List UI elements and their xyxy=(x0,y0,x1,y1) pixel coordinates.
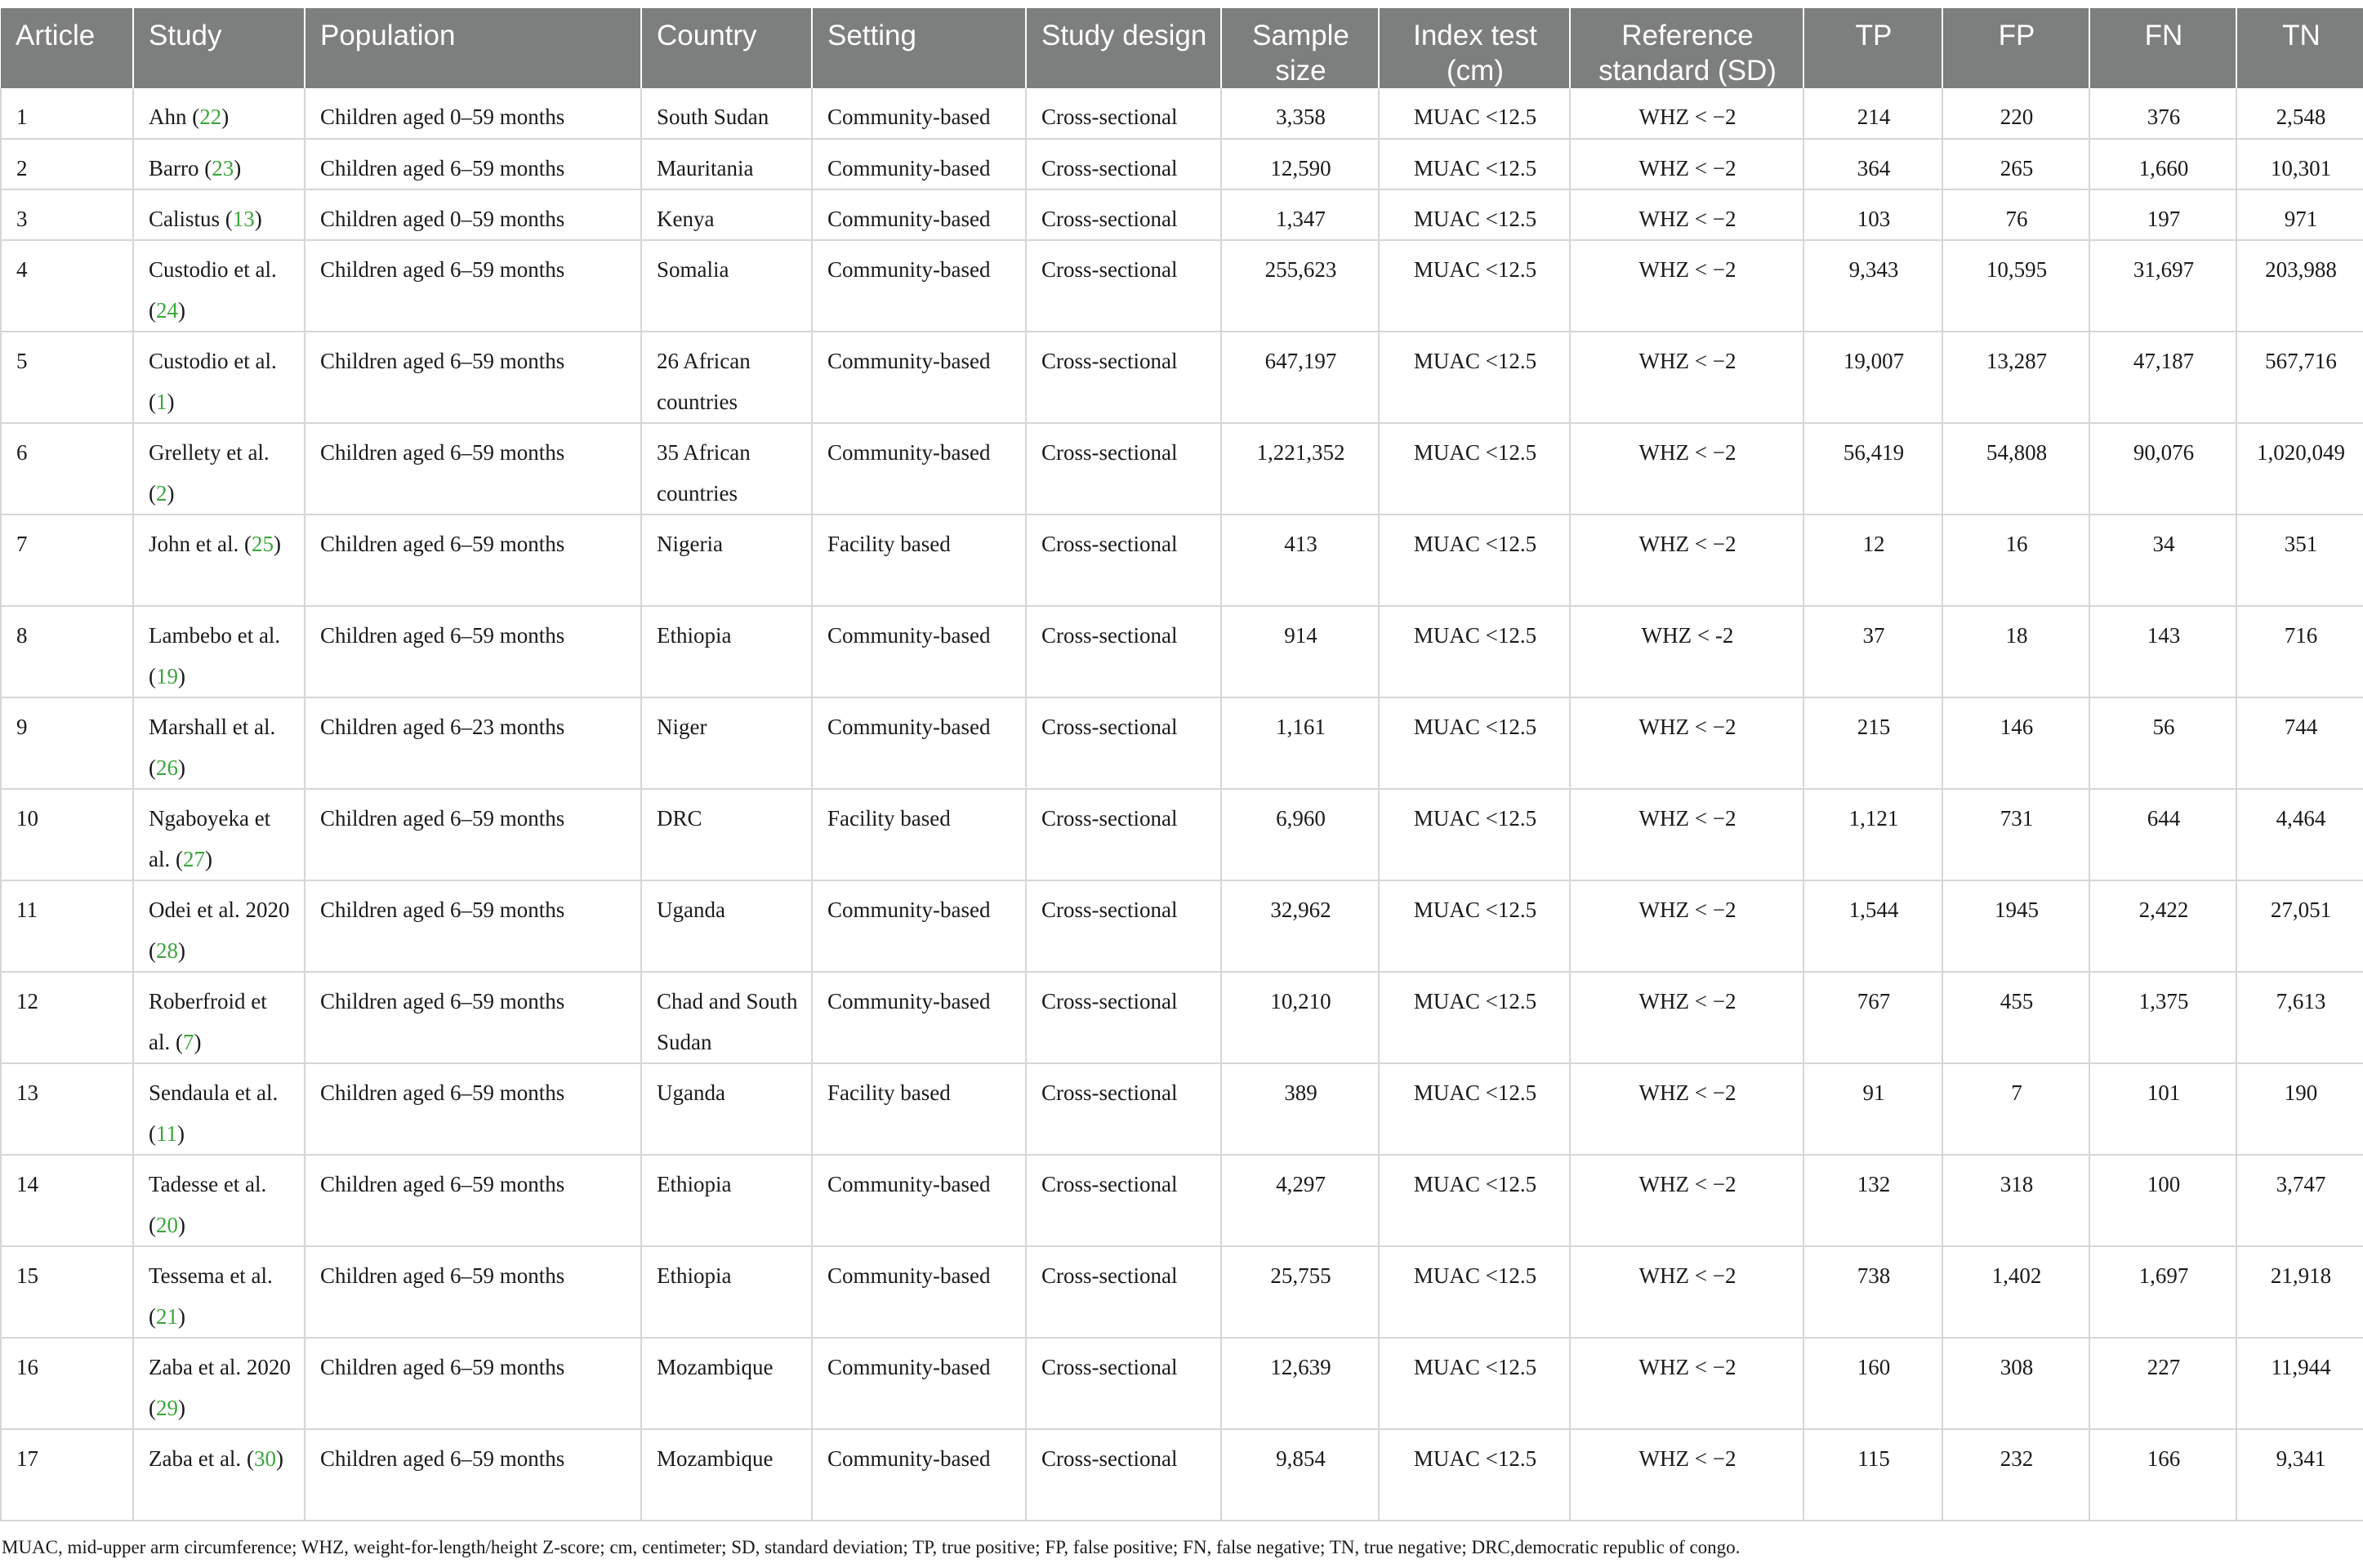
cell-tp: 37 xyxy=(1803,606,1942,697)
cell-fp: 10,595 xyxy=(1942,240,2089,332)
cell-tp: 1,121 xyxy=(1803,789,1942,880)
cell-study: Zaba et al. 2020 (29) xyxy=(133,1338,305,1429)
cell-index-test: MUAC <12.5 xyxy=(1379,514,1570,606)
cell-setting: Facility based xyxy=(812,789,1026,880)
cell-study: Odei et al. 2020 (28) xyxy=(133,880,305,972)
cell-fn: 56 xyxy=(2089,697,2236,789)
cell-fn: 1,697 xyxy=(2089,1246,2236,1338)
reference-link[interactable]: 11 xyxy=(156,1121,177,1146)
cell-study-design: Cross-sectional xyxy=(1026,88,1221,139)
cell-sample-size: 647,197 xyxy=(1221,332,1379,423)
cell-sample-size: 389 xyxy=(1221,1063,1379,1155)
cell-fp: 318 xyxy=(1942,1155,2089,1246)
cell-index-test: MUAC <12.5 xyxy=(1379,789,1570,880)
cell-tp: 364 xyxy=(1803,139,1942,189)
cell-country: Somalia xyxy=(641,240,812,332)
cell-fn: 100 xyxy=(2089,1155,2236,1246)
cell-article: 12 xyxy=(1,972,133,1063)
cell-study: Grellety et al. (2) xyxy=(133,423,305,514)
table-row xyxy=(1,332,2363,423)
header-article: Article xyxy=(1,8,133,88)
cell-tp: 19,007 xyxy=(1803,332,1942,423)
cell-tp: 91 xyxy=(1803,1063,1942,1155)
cell-country: Ethiopia xyxy=(641,606,812,697)
cell-study: Ahn (22) xyxy=(133,88,305,139)
cell-study: Calistus (13) xyxy=(133,189,305,240)
cell-sample-size: 255,623 xyxy=(1221,240,1379,332)
cell-reference-standard: WHZ < −2 xyxy=(1570,189,1803,240)
cell-population: Children aged 6–59 months xyxy=(305,606,641,697)
cell-fp: 265 xyxy=(1942,139,2089,189)
cell-reference-standard: WHZ < −2 xyxy=(1570,332,1803,423)
cell-fn: 197 xyxy=(2089,189,2236,240)
cell-sample-size: 914 xyxy=(1221,606,1379,697)
header-setting: Setting xyxy=(812,8,1026,88)
cell-study-design: Cross-sectional xyxy=(1026,789,1221,880)
cell-country: Kenya xyxy=(641,189,812,240)
cell-study-design: Cross-sectional xyxy=(1026,1338,1221,1429)
study-author: Zaba et al. xyxy=(149,1446,242,1471)
reference-link[interactable]: 23 xyxy=(212,156,234,180)
cell-fn: 143 xyxy=(2089,606,2236,697)
cell-country: Mauritania xyxy=(641,139,812,189)
cell-setting: Community-based xyxy=(812,139,1026,189)
cell-article: 8 xyxy=(1,606,133,697)
cell-tp: 767 xyxy=(1803,972,1942,1063)
study-author: Custodio et al. xyxy=(149,257,277,282)
cell-fp: 16 xyxy=(1942,514,2089,606)
cell-index-test: MUAC <12.5 xyxy=(1379,1338,1570,1429)
cell-study-design: Cross-sectional xyxy=(1026,606,1221,697)
cell-index-test: MUAC <12.5 xyxy=(1379,1246,1570,1338)
study-table xyxy=(0,8,2363,1521)
cell-article: 5 xyxy=(1,332,133,423)
cell-reference-standard: WHZ < −2 xyxy=(1570,88,1803,139)
reference-link[interactable]: 29 xyxy=(156,1396,178,1420)
cell-reference-standard: WHZ < −2 xyxy=(1570,972,1803,1063)
cell-setting: Community-based xyxy=(812,240,1026,332)
cell-reference-standard: WHZ < −2 xyxy=(1570,789,1803,880)
header-row xyxy=(1,8,2363,88)
cell-fn: 166 xyxy=(2089,1429,2236,1521)
reference-link[interactable]: 13 xyxy=(232,207,255,231)
cell-country: Uganda xyxy=(641,880,812,972)
cell-sample-size: 1,347 xyxy=(1221,189,1379,240)
cell-fp: 146 xyxy=(1942,697,2089,789)
cell-study: Ngaboyeka et al. (27) xyxy=(133,789,305,880)
cell-fn: 34 xyxy=(2089,514,2236,606)
cell-index-test: MUAC <12.5 xyxy=(1379,880,1570,972)
header-country: Country xyxy=(641,8,812,88)
cell-study: Custodio et al. (24) xyxy=(133,240,305,332)
table-row xyxy=(1,514,2363,606)
cell-country: Ethiopia xyxy=(641,1246,812,1338)
cell-tp: 9,343 xyxy=(1803,240,1942,332)
cell-country: Ethiopia xyxy=(641,1155,812,1246)
cell-tn: 2,548 xyxy=(2236,88,2363,139)
cell-sample-size: 6,960 xyxy=(1221,789,1379,880)
cell-fn: 227 xyxy=(2089,1338,2236,1429)
cell-tp: 215 xyxy=(1803,697,1942,789)
study-author: Lambebo et al. xyxy=(149,623,281,648)
cell-study: Zaba et al. (30) xyxy=(133,1429,305,1521)
cell-fp: 232 xyxy=(1942,1429,2089,1521)
cell-index-test: MUAC <12.5 xyxy=(1379,1429,1570,1521)
cell-country: Uganda xyxy=(641,1063,812,1155)
cell-index-test: MUAC <12.5 xyxy=(1379,697,1570,789)
cell-fp: 54,808 xyxy=(1942,423,2089,514)
cell-reference-standard: WHZ < −2 xyxy=(1570,240,1803,332)
cell-article: 4 xyxy=(1,240,133,332)
cell-tp: 12 xyxy=(1803,514,1942,606)
cell-tp: 56,419 xyxy=(1803,423,1942,514)
cell-setting: Community-based xyxy=(812,423,1026,514)
cell-fn: 90,076 xyxy=(2089,423,2236,514)
cell-fp: 455 xyxy=(1942,972,2089,1063)
cell-fp: 76 xyxy=(1942,189,2089,240)
cell-index-test: MUAC <12.5 xyxy=(1379,189,1570,240)
cell-setting: Community-based xyxy=(812,606,1026,697)
cell-country: Mozambique xyxy=(641,1429,812,1521)
table-row xyxy=(1,789,2363,880)
header-index-test: Index test (cm) xyxy=(1379,8,1570,88)
cell-setting: Facility based xyxy=(812,514,1026,606)
header-tn: TN xyxy=(2236,8,2363,88)
cell-index-test: MUAC <12.5 xyxy=(1379,972,1570,1063)
cell-tn: 4,464 xyxy=(2236,789,2363,880)
cell-reference-standard: WHZ < −2 xyxy=(1570,1246,1803,1338)
cell-reference-standard: WHZ < -2 xyxy=(1570,606,1803,697)
cell-country: Nigeria xyxy=(641,514,812,606)
study-author: Odei et al. 2020 xyxy=(149,898,290,922)
cell-study: Custodio et al. (1) xyxy=(133,332,305,423)
cell-article: 15 xyxy=(1,1246,133,1338)
reference-link[interactable]: 1 xyxy=(156,390,167,414)
cell-article: 1 xyxy=(1,88,133,139)
cell-article: 16 xyxy=(1,1338,133,1429)
cell-article: 2 xyxy=(1,139,133,189)
cell-setting: Community-based xyxy=(812,1429,1026,1521)
header-fp: FP xyxy=(1942,8,2089,88)
reference-link[interactable]: 25 xyxy=(251,532,274,556)
cell-study: John et al. (25) xyxy=(133,514,305,606)
study-author: Zaba et al. 2020 xyxy=(149,1355,291,1379)
cell-population: Children aged 6–59 months xyxy=(305,139,641,189)
cell-fn: 31,697 xyxy=(2089,240,2236,332)
cell-index-test: MUAC <12.5 xyxy=(1379,1063,1570,1155)
cell-article: 13 xyxy=(1,1063,133,1155)
cell-setting: Community-based xyxy=(812,189,1026,240)
cell-population: Children aged 6–59 months xyxy=(305,1155,641,1246)
cell-study-design: Cross-sectional xyxy=(1026,697,1221,789)
study-author: Barro xyxy=(149,156,199,180)
cell-tn: 971 xyxy=(2236,189,2363,240)
cell-tn: 3,747 xyxy=(2236,1155,2363,1246)
cell-study-design: Cross-sectional xyxy=(1026,423,1221,514)
cell-index-test: MUAC <12.5 xyxy=(1379,139,1570,189)
cell-tn: 716 xyxy=(2236,606,2363,697)
reference-link[interactable]: 30 xyxy=(253,1446,276,1471)
header-sample-size: Sample size xyxy=(1221,8,1379,88)
cell-country: 35 African countries xyxy=(641,423,812,514)
cell-fp: 308 xyxy=(1942,1338,2089,1429)
cell-reference-standard: WHZ < −2 xyxy=(1570,1338,1803,1429)
table-row xyxy=(1,1429,2363,1521)
cell-setting: Community-based xyxy=(812,1155,1026,1246)
reference-link[interactable]: 27 xyxy=(183,847,205,871)
cell-population: Children aged 6–59 months xyxy=(305,1429,641,1521)
table-row xyxy=(1,972,2363,1063)
header-fn: FN xyxy=(2089,8,2236,88)
cell-article: 11 xyxy=(1,880,133,972)
cell-population: Children aged 0–59 months xyxy=(305,189,641,240)
cell-fn: 2,422 xyxy=(2089,880,2236,972)
cell-index-test: MUAC <12.5 xyxy=(1379,1155,1570,1246)
cell-tn: 11,944 xyxy=(2236,1338,2363,1429)
table-row xyxy=(1,880,2363,972)
cell-tn: 351 xyxy=(2236,514,2363,606)
cell-index-test: MUAC <12.5 xyxy=(1379,606,1570,697)
cell-setting: Community-based xyxy=(812,332,1026,423)
cell-population: Children aged 6–59 months xyxy=(305,1246,641,1338)
cell-tn: 1,020,049 xyxy=(2236,423,2363,514)
study-author: Custodio et al. xyxy=(149,349,277,373)
reference-link[interactable]: 7 xyxy=(183,1030,194,1054)
cell-tn: 203,988 xyxy=(2236,240,2363,332)
cell-study-design: Cross-sectional xyxy=(1026,240,1221,332)
cell-reference-standard: WHZ < −2 xyxy=(1570,1155,1803,1246)
cell-article: 3 xyxy=(1,189,133,240)
cell-tp: 132 xyxy=(1803,1155,1942,1246)
cell-study: Sendaula et al. (11) xyxy=(133,1063,305,1155)
cell-study: Tessema et al. (21) xyxy=(133,1246,305,1338)
cell-tp: 115 xyxy=(1803,1429,1942,1521)
cell-country: 26 African countries xyxy=(641,332,812,423)
cell-fn: 47,187 xyxy=(2089,332,2236,423)
study-author: Tessema et al. xyxy=(149,1263,273,1288)
reference-link[interactable]: 20 xyxy=(156,1213,178,1237)
cell-study-design: Cross-sectional xyxy=(1026,972,1221,1063)
header-tp: TP xyxy=(1803,8,1942,88)
cell-study-design: Cross-sectional xyxy=(1026,1246,1221,1338)
cell-sample-size: 3,358 xyxy=(1221,88,1379,139)
cell-article: 9 xyxy=(1,697,133,789)
cell-tn: 21,918 xyxy=(2236,1246,2363,1338)
cell-study: Barro (23) xyxy=(133,139,305,189)
cell-study-design: Cross-sectional xyxy=(1026,189,1221,240)
cell-setting: Community-based xyxy=(812,88,1026,139)
cell-tn: 27,051 xyxy=(2236,880,2363,972)
cell-tp: 1,544 xyxy=(1803,880,1942,972)
table-row xyxy=(1,697,2363,789)
table-row xyxy=(1,1155,2363,1246)
cell-sample-size: 1,221,352 xyxy=(1221,423,1379,514)
cell-tn: 190 xyxy=(2236,1063,2363,1155)
cell-sample-size: 25,755 xyxy=(1221,1246,1379,1338)
cell-tn: 567,716 xyxy=(2236,332,2363,423)
cell-study: Roberfroid et al. (7) xyxy=(133,972,305,1063)
cell-country: Chad and South Sudan xyxy=(641,972,812,1063)
cell-reference-standard: WHZ < −2 xyxy=(1570,1063,1803,1155)
cell-setting: Community-based xyxy=(812,1338,1026,1429)
reference-link[interactable]: 22 xyxy=(199,105,222,129)
cell-study-design: Cross-sectional xyxy=(1026,514,1221,606)
cell-study: Tadesse et al. (20) xyxy=(133,1155,305,1246)
cell-reference-standard: WHZ < −2 xyxy=(1570,514,1803,606)
study-author: Ahn xyxy=(149,105,187,129)
cell-country: South Sudan xyxy=(641,88,812,139)
table-row xyxy=(1,240,2363,332)
cell-article: 6 xyxy=(1,423,133,514)
cell-fp: 1,402 xyxy=(1942,1246,2089,1338)
cell-article: 14 xyxy=(1,1155,133,1246)
header-study-design: Study design xyxy=(1026,8,1221,88)
table-row xyxy=(1,606,2363,697)
cell-article: 10 xyxy=(1,789,133,880)
cell-sample-size: 10,210 xyxy=(1221,972,1379,1063)
header-reference-standard: Reference standard (SD) xyxy=(1570,8,1803,88)
study-author: John et al. xyxy=(149,532,239,556)
reference-link[interactable]: 21 xyxy=(156,1304,178,1329)
cell-study: Marshall et al. (26) xyxy=(133,697,305,789)
cell-fn: 101 xyxy=(2089,1063,2236,1155)
cell-reference-standard: WHZ < −2 xyxy=(1570,1429,1803,1521)
cell-article: 7 xyxy=(1,514,133,606)
cell-tp: 214 xyxy=(1803,88,1942,139)
cell-index-test: MUAC <12.5 xyxy=(1379,88,1570,139)
cell-tp: 738 xyxy=(1803,1246,1942,1338)
cell-fp: 220 xyxy=(1942,88,2089,139)
cell-country: Mozambique xyxy=(641,1338,812,1429)
cell-sample-size: 4,297 xyxy=(1221,1155,1379,1246)
reference-link[interactable]: 28 xyxy=(156,938,178,963)
study-author: Calistus xyxy=(149,207,221,231)
table-row xyxy=(1,189,2363,240)
cell-study-design: Cross-sectional xyxy=(1026,880,1221,972)
cell-tn: 7,613 xyxy=(2236,972,2363,1063)
reference-link[interactable]: 2 xyxy=(156,481,167,506)
cell-population: Children aged 6–59 months xyxy=(305,240,641,332)
cell-setting: Community-based xyxy=(812,880,1026,972)
cell-study-design: Cross-sectional xyxy=(1026,1063,1221,1155)
reference-link[interactable]: 24 xyxy=(156,298,178,323)
table-row xyxy=(1,139,2363,189)
study-author: Tadesse et al. xyxy=(149,1172,267,1196)
cell-study-design: Cross-sectional xyxy=(1026,139,1221,189)
table-row xyxy=(1,423,2363,514)
cell-sample-size: 32,962 xyxy=(1221,880,1379,972)
reference-link[interactable]: 26 xyxy=(156,755,178,780)
cell-index-test: MUAC <12.5 xyxy=(1379,240,1570,332)
cell-population: Children aged 6–23 months xyxy=(305,697,641,789)
study-author: Grellety et al. xyxy=(149,440,270,465)
cell-reference-standard: WHZ < −2 xyxy=(1570,880,1803,972)
header-population: Population xyxy=(305,8,641,88)
cell-fn: 644 xyxy=(2089,789,2236,880)
cell-setting: Community-based xyxy=(812,697,1026,789)
cell-study: Lambebo et al. (19) xyxy=(133,606,305,697)
cell-fp: 7 xyxy=(1942,1063,2089,1155)
cell-country: Niger xyxy=(641,697,812,789)
cell-setting: Community-based xyxy=(812,1246,1026,1338)
cell-fn: 1,660 xyxy=(2089,139,2236,189)
cell-population: Children aged 6–59 months xyxy=(305,1338,641,1429)
cell-country: DRC xyxy=(641,789,812,880)
cell-study-design: Cross-sectional xyxy=(1026,1429,1221,1521)
cell-article: 17 xyxy=(1,1429,133,1521)
table-row xyxy=(1,1063,2363,1155)
cell-reference-standard: WHZ < −2 xyxy=(1570,423,1803,514)
cell-sample-size: 9,854 xyxy=(1221,1429,1379,1521)
cell-tn: 744 xyxy=(2236,697,2363,789)
cell-population: Children aged 6–59 months xyxy=(305,789,641,880)
cell-setting: Community-based xyxy=(812,972,1026,1063)
cell-tn: 10,301 xyxy=(2236,139,2363,189)
cell-tp: 103 xyxy=(1803,189,1942,240)
study-author: Roberfroid et al. xyxy=(149,989,267,1054)
cell-tn: 9,341 xyxy=(2236,1429,2363,1521)
cell-index-test: MUAC <12.5 xyxy=(1379,423,1570,514)
cell-fn: 1,375 xyxy=(2089,972,2236,1063)
study-author: Sendaula et al. xyxy=(149,1080,279,1105)
table-footnote: MUAC, mid-upper arm circumference; WHZ, weight-for-length/height Z-score; cm, centimeter; SD, standard deviation; TP, true positive; FP, false positive; FN, false negative; TN, true negative; DRC,democratic republic of congo. xyxy=(2,1537,1741,1557)
cell-sample-size: 12,590 xyxy=(1221,139,1379,189)
cell-population: Children aged 6–59 months xyxy=(305,1063,641,1155)
cell-fp: 731 xyxy=(1942,789,2089,880)
cell-reference-standard: WHZ < −2 xyxy=(1570,139,1803,189)
study-author: Ngaboyeka et al. xyxy=(149,806,271,871)
cell-index-test: MUAC <12.5 xyxy=(1379,332,1570,423)
cell-reference-standard: WHZ < −2 xyxy=(1570,697,1803,789)
cell-fp: 1945 xyxy=(1942,880,2089,972)
cell-population: Children aged 6–59 months xyxy=(305,972,641,1063)
header-study: Study xyxy=(133,8,305,88)
cell-sample-size: 12,639 xyxy=(1221,1338,1379,1429)
table-row xyxy=(1,88,2363,139)
cell-fp: 13,287 xyxy=(1942,332,2089,423)
cell-population: Children aged 6–59 months xyxy=(305,514,641,606)
cell-fp: 18 xyxy=(1942,606,2089,697)
cell-sample-size: 413 xyxy=(1221,514,1379,606)
cell-population: Children aged 6–59 months xyxy=(305,880,641,972)
study-author: Marshall et al. xyxy=(149,715,276,739)
cell-study-design: Cross-sectional xyxy=(1026,1155,1221,1246)
cell-study-design: Cross-sectional xyxy=(1026,332,1221,423)
reference-link[interactable]: 19 xyxy=(156,664,178,688)
cell-tp: 160 xyxy=(1803,1338,1942,1429)
cell-population: Children aged 0–59 months xyxy=(305,88,641,139)
cell-population: Children aged 6–59 months xyxy=(305,332,641,423)
table-body xyxy=(1,88,2363,1521)
cell-population: Children aged 6–59 months xyxy=(305,423,641,514)
cell-sample-size: 1,161 xyxy=(1221,697,1379,789)
cell-setting: Facility based xyxy=(812,1063,1026,1155)
cell-fn: 376 xyxy=(2089,88,2236,139)
table-row xyxy=(1,1338,2363,1429)
table-row xyxy=(1,1246,2363,1338)
